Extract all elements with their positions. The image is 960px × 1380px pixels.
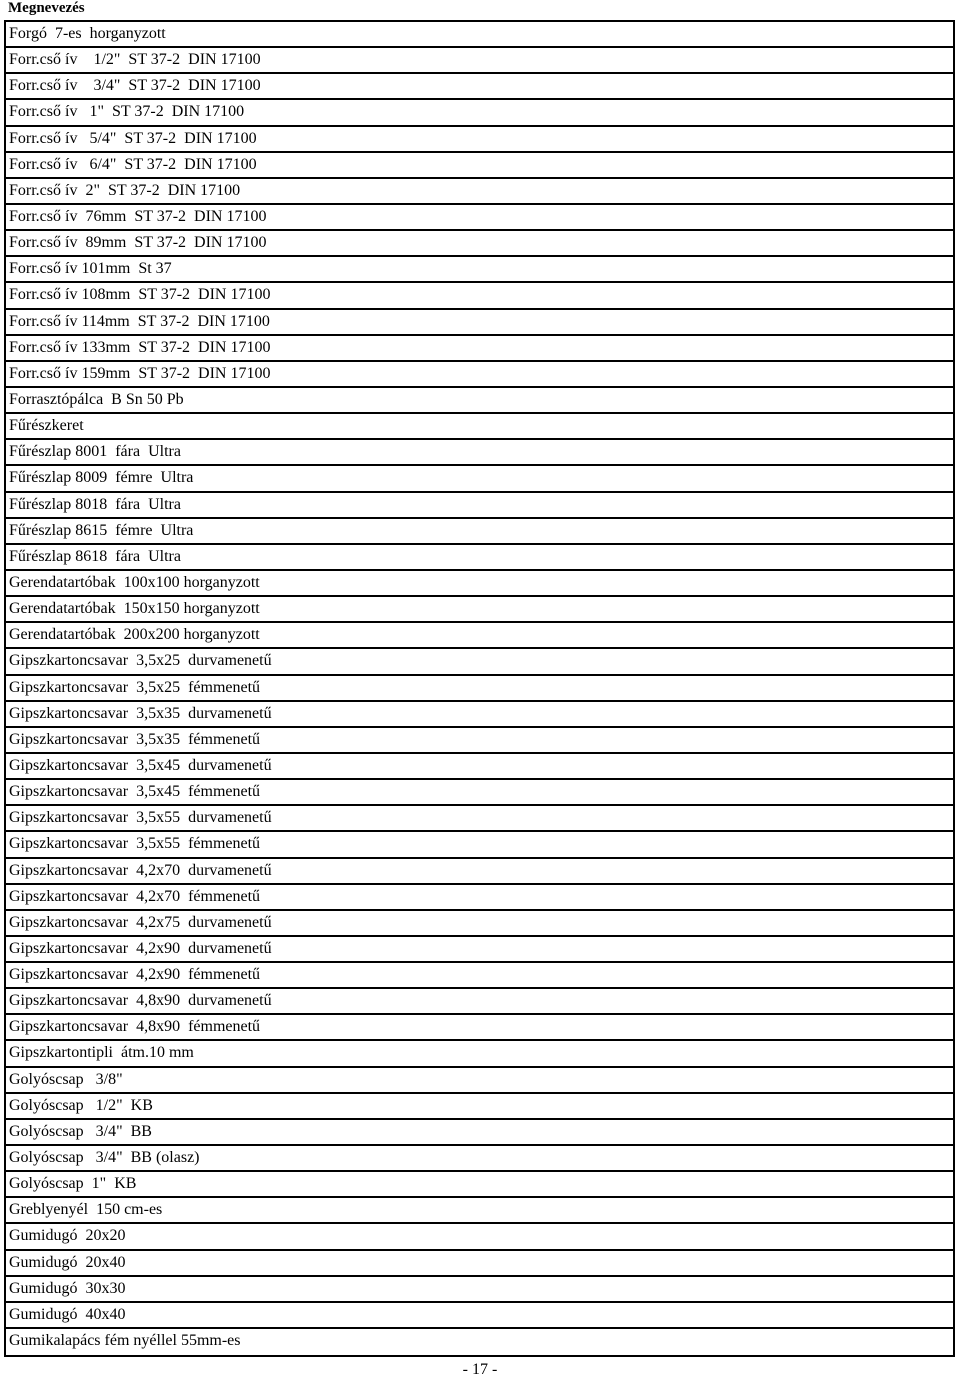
table-row: Gumidugó 40x40 [6,1303,953,1329]
table-row: Gipszkartontipli átm.10 mm [6,1041,953,1067]
table-row: Fűrészlap 8615 fémre Ultra [6,519,953,545]
table-row: Gipszkartoncsavar 4,8x90 fémmenetű [6,1015,953,1041]
table-row: Gipszkartoncsavar 3,5x25 durvamenetű [6,649,953,675]
table-row: Gipszkartoncsavar 4,2x90 fémmenetű [6,963,953,989]
table-row: Forgó 7-es horganyzott [6,22,953,48]
table-row: Golyóscsap 1/2" KB [6,1094,953,1120]
table-row: Fűrészlap 8018 fára Ultra [6,493,953,519]
table-row: Gerendatartóbak 150x150 horganyzott [6,597,953,623]
table-row: Forr.cső ív 5/4" ST 37-2 DIN 17100 [6,127,953,153]
table-row: Gipszkartoncsavar 4,2x75 durvamenetű [6,911,953,937]
table-row: Forr.cső ív 3/4" ST 37-2 DIN 17100 [6,74,953,100]
table-row: Gipszkartoncsavar 3,5x25 fémmenetű [6,676,953,702]
table-row: Gipszkartoncsavar 3,5x35 durvamenetű [6,702,953,728]
table-row: Fűrészlap 8001 fára Ultra [6,440,953,466]
table-row: Forr.cső ív 76mm ST 37-2 DIN 17100 [6,205,953,231]
product-table [4,20,955,1357]
table-row: Gerendatartóbak 200x200 horganyzott [6,623,953,649]
table-row: Golyóscsap 3/8" [6,1068,953,1094]
table-row: Gumidugó 20x40 [6,1251,953,1277]
table-row: Gipszkartoncsavar 4,2x70 durvamenetű [6,859,953,885]
table-row: Gipszkartoncsavar 3,5x45 fémmenetű [6,780,953,806]
table-row: Forr.cső ív 1" ST 37-2 DIN 17100 [6,100,953,126]
page-number: - 17 - [462,1361,498,1378]
table-row: Forr.cső ív 114mm ST 37-2 DIN 17100 [6,310,953,336]
table-row: Forrasztópálca B Sn 50 Pb [6,388,953,414]
table-row: Gipszkartoncsavar 3,5x35 fémmenetű [6,728,953,754]
table-row: Forr.cső ív 101mm St 37 [6,257,953,283]
column-header-megnevezes: Megnevezés [8,0,85,16]
table-row: Forr.cső ív 133mm ST 37-2 DIN 17100 [6,336,953,362]
table-row: Gumidugó 20x20 [6,1224,953,1250]
table-row: Greblyenyél 150 cm-es [6,1198,953,1224]
table-row: Gumikalapács fém nyéllel 55mm-es [9,1332,241,1350]
table-row: Gipszkartoncsavar 3,5x55 fémmenetű [6,832,953,858]
table-row: Golyóscsap 3/4" BB [6,1120,953,1146]
table-row: Golyóscsap 3/4" BB (olasz) [6,1146,953,1172]
table-row: Gipszkartoncsavar 4,2x90 durvamenetű [6,937,953,963]
table-row: Gerendatartóbak 100x100 horganyzott [6,571,953,597]
table-row: Gipszkartoncsavar 4,8x90 durvamenetű [6,989,953,1015]
table-row: Gumidugó 30x30 [6,1277,953,1303]
table-row: Gipszkartoncsavar 3,5x45 durvamenetű [6,754,953,780]
table-row: Fűrészlap 8009 fémre Ultra [6,466,953,492]
table-row: Fűrészlap 8618 fára Ultra [6,545,953,571]
table-row: Gipszkartoncsavar 4,2x70 fémmenetű [6,885,953,911]
table-row: Forr.cső ív 6/4" ST 37-2 DIN 17100 [6,153,953,179]
table-row: Golyóscsap 1" KB [6,1172,953,1198]
table-row: Forr.cső ív 1/2" ST 37-2 DIN 17100 [6,48,953,74]
table-row: Forr.cső ív 89mm ST 37-2 DIN 17100 [6,231,953,257]
table-row: Forr.cső ív 159mm ST 37-2 DIN 17100 [6,362,953,388]
table-row: Forr.cső ív 108mm ST 37-2 DIN 17100 [6,283,953,309]
table-row: Forr.cső ív 2" ST 37-2 DIN 17100 [6,179,953,205]
table-row: Fűrészkeret [6,414,953,440]
table-row: Gipszkartoncsavar 3,5x55 durvamenetű [6,806,953,832]
